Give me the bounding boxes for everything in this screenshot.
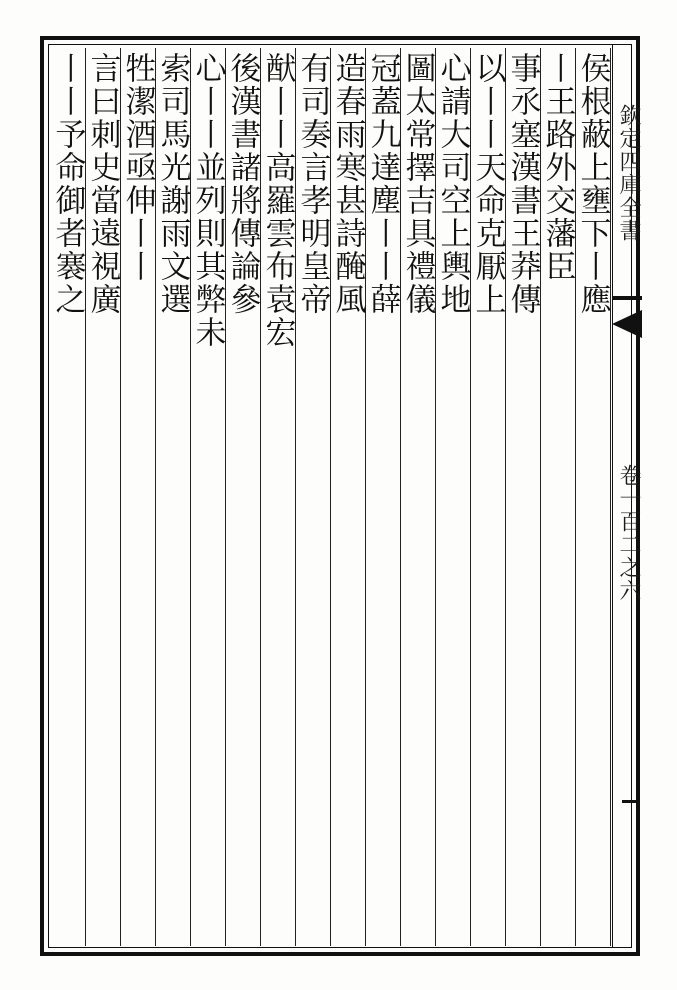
text-column: 丨王路外交藩臣 [539, 52, 576, 283]
text-column: 心丨丨並列則其弊未 [189, 52, 226, 349]
text-column: 侯根蔽上壅下丨應 [574, 52, 611, 316]
text-column: 牲潔酒亟伸丨丨 [119, 52, 156, 283]
margin-mark-icon [622, 800, 636, 803]
text-column: 圖太常擇吉具禮儀 [399, 52, 436, 316]
margin-title: 欽定四庫全書 [616, 104, 641, 242]
text-column: 以丨丨天命克厭上 [469, 52, 506, 316]
text-column: 心請大司空上輿地 [434, 52, 471, 316]
text-column: 丨丨予命御者褰之 [49, 52, 86, 316]
text-column: 言曰刺史當遠視廣 [84, 52, 121, 316]
text-column: 造春雨寒甚詩醃風 [329, 52, 366, 316]
margin-volume: 卷一百二之六 [616, 464, 641, 602]
text-column: 有司奏言孝明皇帝 [294, 52, 331, 316]
text-column: 索司馬光謝雨文選 [154, 52, 191, 316]
text-column: 猷丨丨高羅雲布袁宏 [259, 52, 296, 349]
text-column: 後漢書諸將傳論參 [224, 52, 261, 316]
text-column: 事氶塞漢書王莽傳 [504, 52, 541, 316]
text-column: 冠蓋九達塵丨丨薛 [364, 52, 401, 316]
